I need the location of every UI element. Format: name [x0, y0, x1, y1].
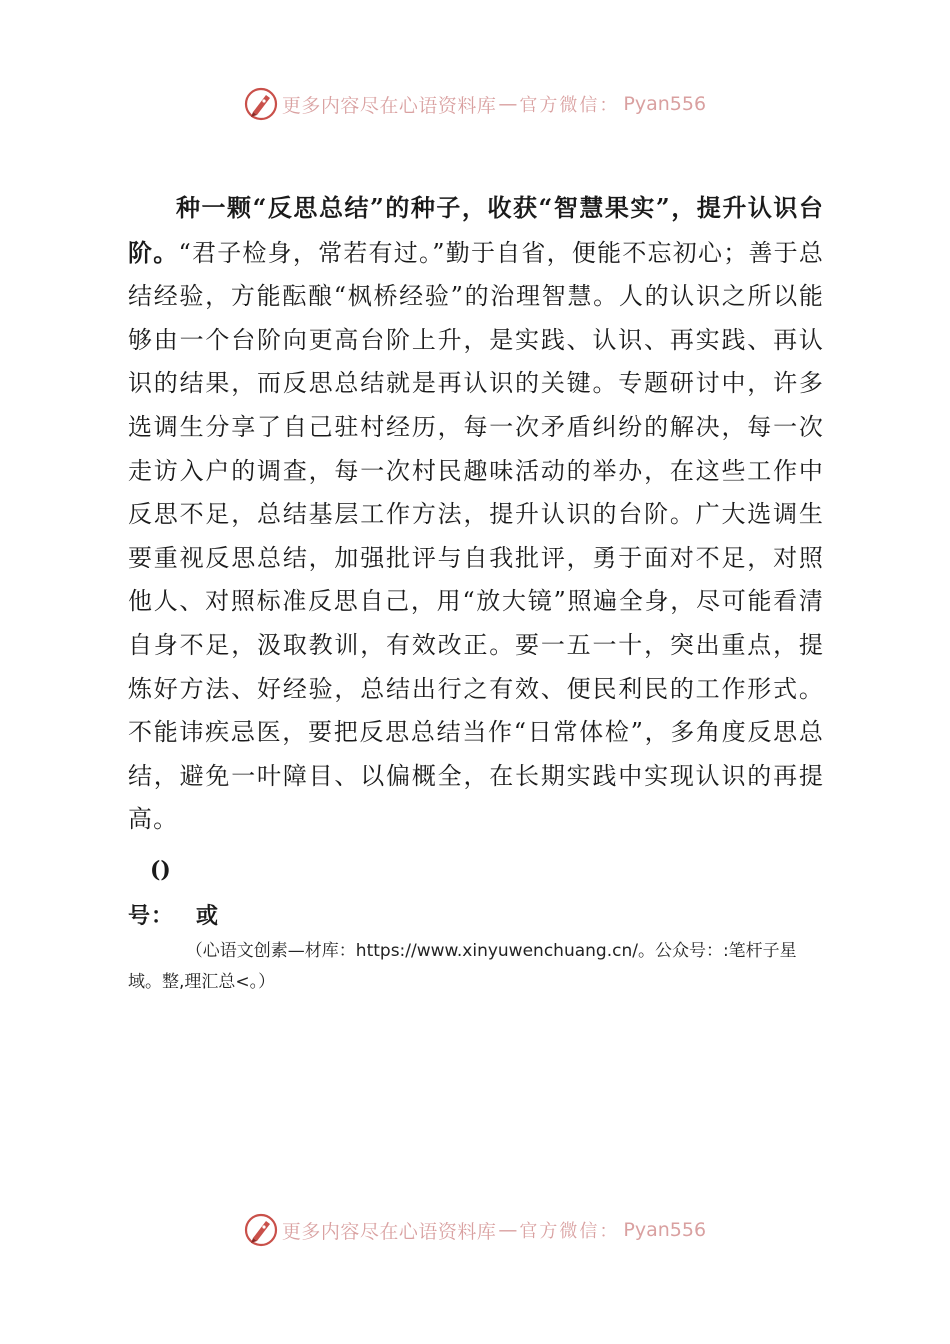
banner-text: 更多内容尽在心语资料库 [281, 94, 497, 117]
pen-nib-logo-icon [244, 87, 278, 121]
footer-banner [0, 1210, 950, 1250]
banner-wechat-label: 官方微信： [519, 1221, 620, 1242]
number-value: 或 [196, 902, 220, 929]
body-paragraph [128, 186, 824, 842]
number-line [128, 896, 824, 936]
empty-parentheses: () [150, 856, 171, 883]
banner-wechat-label: 官方微信： [519, 95, 620, 116]
header-banner [0, 84, 950, 124]
banner-wechat-id: Pyan556 [623, 93, 707, 115]
document-body [128, 186, 824, 998]
pen-nib-logo-icon [244, 1213, 278, 1247]
banner-separator: — [498, 1219, 518, 1241]
banner-text: 更多内容尽在心语资料库 [281, 1220, 497, 1243]
number-label: 号： [128, 902, 175, 929]
banner-wechat-id: Pyan556 [623, 1219, 707, 1241]
banner-separator: — [498, 93, 518, 115]
source-note: （心语文创素—材库：https://www.xinyuwenchuang.cn/。公众号：:笔杆子星域。整,理汇总<。） [128, 940, 797, 992]
lead-heading: 种一颗“反思总结”的种子，收获“智慧果实”，提升认识台阶。 [128, 193, 824, 267]
paragraph-text: “君子检身，常若有过。”勤于自省，便能不忘初心；善于总结经验，方能酝酿“枫桥经验”的治理智慧。人的认识之所以能够由一个台阶向更高台阶上升，是实践、认识、再实践、再认识的结果，而反思总结就是再认识的关键。专题研讨中，许多选调生分享了自己驻村经历，每一次矛盾纠纷的解决，每一次走访入户的调查，每一次村民趣味活动的举办，在这些工作中反思不足，总结基层工作方法，提升认识的台阶。广大选调生要重视反思总结，加强批评与自我批评，勇于面对不足，对照他人、对照标准反思自己，用“放大镜”照遍全身，尽可能看清自身不足，汲取教训，有效改正。要一五一十，突出重点，提炼好方法、好经验，总结出行之有效、便民利民的工作形式。不能讳疾忌医，要把反思总结当作“日常体检”，多角度反思总结，避免一叶障目、以偏概全，在长期实践中实现认识的再提高。 [128, 238, 824, 834]
